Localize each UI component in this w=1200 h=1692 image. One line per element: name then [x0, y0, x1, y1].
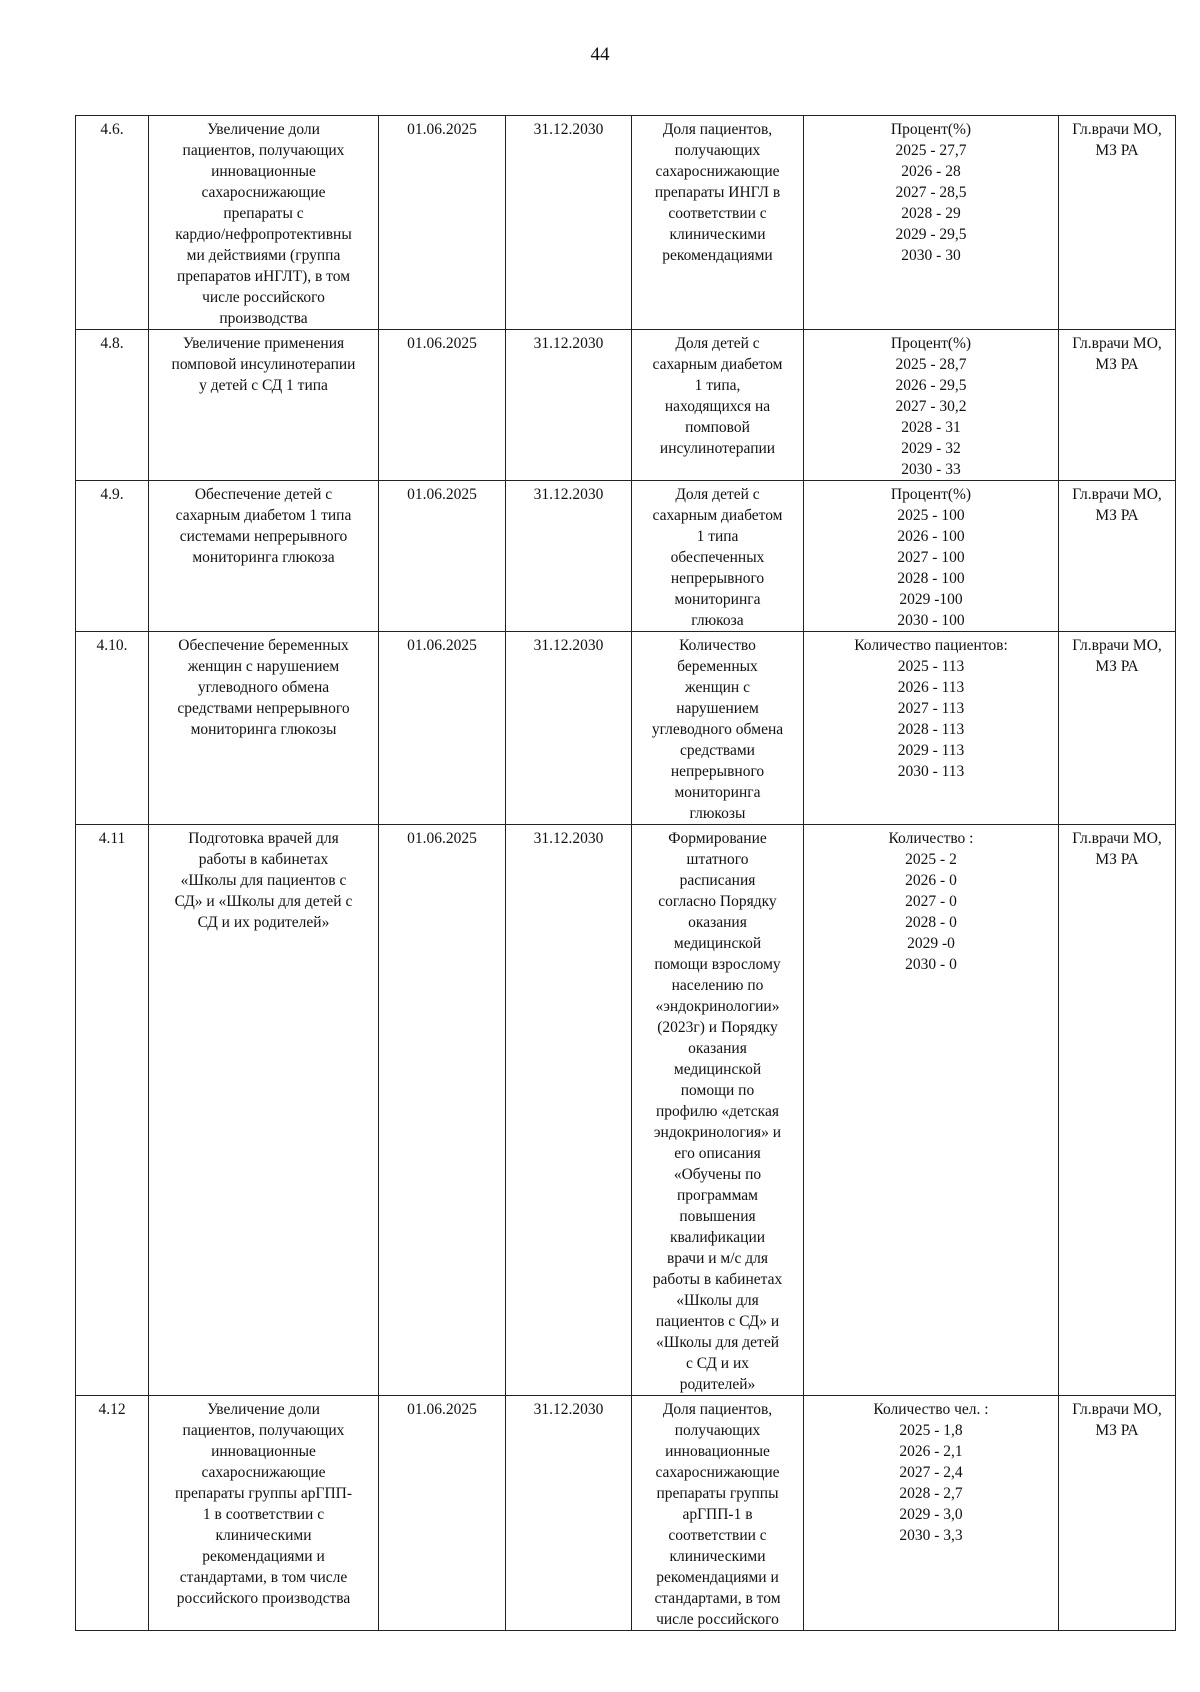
indicator: Формирование штатного расписания согласно Порядку оказания медицинской помощи взрослому населению по «эндокринологии» (2023г) и Порядку оказания медицинской помощи по профилю «детская эндокринология» и его описания «Обучены по программам повышения квалификации врачи и м/с для работы в кабинетах «Школы для пациентов с СД» и «Школы для детей с СД и их родителей»: [632, 825, 804, 1396]
target-values: Количество : 2025 - 2 2026 - 0 2027 - 0 2028 - 0 2029 -0 2030 - 0: [804, 825, 1059, 1396]
target-values: Процент(%) 2025 - 27,7 2026 - 28 2027 - 28,5 2028 - 29 2029 - 29,5 2030 - 30: [804, 116, 1059, 330]
target-values: Количество пациентов: 2025 - 113 2026 - 113 2027 - 113 2028 - 113 2029 - 113 2030 - 113: [804, 632, 1059, 825]
responsible: Гл.врачи МО, МЗ РА: [1059, 330, 1176, 481]
measure-name: Увеличение применения помповой инсулинотерапии у детей с СД 1 типа: [149, 330, 379, 481]
table-row: [76, 481, 1176, 632]
item-number: 4.12: [76, 1396, 149, 1631]
start-date: 01.06.2025: [379, 481, 506, 632]
responsible: Гл.врачи МО, МЗ РА: [1059, 116, 1176, 330]
item-number: 4.10.: [76, 632, 149, 825]
measure-name: Обеспечение детей с сахарным диабетом 1 типа системами непрерывного мониторинга глюкоза: [149, 481, 379, 632]
end-date: 31.12.2030: [506, 330, 632, 481]
end-date: 31.12.2030: [506, 116, 632, 330]
item-number: 4.8.: [76, 330, 149, 481]
target-values: Процент(%) 2025 - 100 2026 - 100 2027 - 100 2028 - 100 2029 -100 2030 - 100: [804, 481, 1059, 632]
table-row: [76, 330, 1176, 481]
item-number: 4.11: [76, 825, 149, 1396]
table-row: [76, 632, 1176, 825]
responsible: Гл.врачи МО, МЗ РА: [1059, 632, 1176, 825]
table-row: [76, 825, 1176, 1396]
target-values: Процент(%) 2025 - 28,7 2026 - 29,5 2027 - 30,2 2028 - 31 2029 - 32 2030 - 33: [804, 330, 1059, 481]
responsible: Гл.врачи МО, МЗ РА: [1059, 1396, 1176, 1631]
measures-table: [75, 115, 1176, 1631]
end-date: 31.12.2030: [506, 632, 632, 825]
page-number: 44: [590, 44, 610, 65]
item-number: 4.6.: [76, 116, 149, 330]
start-date: 01.06.2025: [379, 116, 506, 330]
table-row: [76, 1396, 1176, 1631]
indicator: Количество беременных женщин с нарушением углеводного обмена средствами непрерывного мониторинга глюкозы: [632, 632, 804, 825]
indicator: Доля пациентов, получающих инновационные сахароснижающие препараты группы арГПП-1 в соответствии с клиническими рекомендациями и стандартами, в том числе российского: [632, 1396, 804, 1631]
end-date: 31.12.2030: [506, 1396, 632, 1631]
indicator: Доля пациентов, получающих сахароснижающие препараты ИНГЛ в соответствии с клиническими рекомендациями: [632, 116, 804, 330]
measure-name: Увеличение доли пациентов, получающих инновационные сахароснижающие препараты группы арГПП- 1 в соответствии с клиническими рекомендациями и стандартами, в том числе российского производства: [149, 1396, 379, 1631]
target-values: Количество чел. : 2025 - 1,8 2026 - 2,1 2027 - 2,4 2028 - 2,7 2029 - 3,0 2030 - 3,3: [804, 1396, 1059, 1631]
indicator: Доля детей с сахарным диабетом 1 типа обеспеченных непрерывного мониторинга глюкоза: [632, 481, 804, 632]
start-date: 01.06.2025: [379, 330, 506, 481]
measure-name: Увеличение доли пациентов, получающих инновационные сахароснижающие препараты с кардио/нефропротективны ми действиями (группа препаратов иНГЛТ), в том числе российского производства: [149, 116, 379, 330]
end-date: 31.12.2030: [506, 825, 632, 1396]
table-row: [76, 116, 1176, 330]
responsible: Гл.врачи МО, МЗ РА: [1059, 825, 1176, 1396]
responsible: Гл.врачи МО, МЗ РА: [1059, 481, 1176, 632]
start-date: 01.06.2025: [379, 1396, 506, 1631]
item-number: 4.9.: [76, 481, 149, 632]
end-date: 31.12.2030: [506, 481, 632, 632]
measure-name: Подготовка врачей для работы в кабинетах «Школы для пациентов с СД» и «Школы для детей с СД и их родителей»: [149, 825, 379, 1396]
measure-name: Обеспечение беременных женщин с нарушением углеводного обмена средствами непрерывного мониторинга глюкозы: [149, 632, 379, 825]
start-date: 01.06.2025: [379, 825, 506, 1396]
indicator: Доля детей с сахарным диабетом 1 типа, находящихся на помповой инсулинотерапии: [632, 330, 804, 481]
start-date: 01.06.2025: [379, 632, 506, 825]
